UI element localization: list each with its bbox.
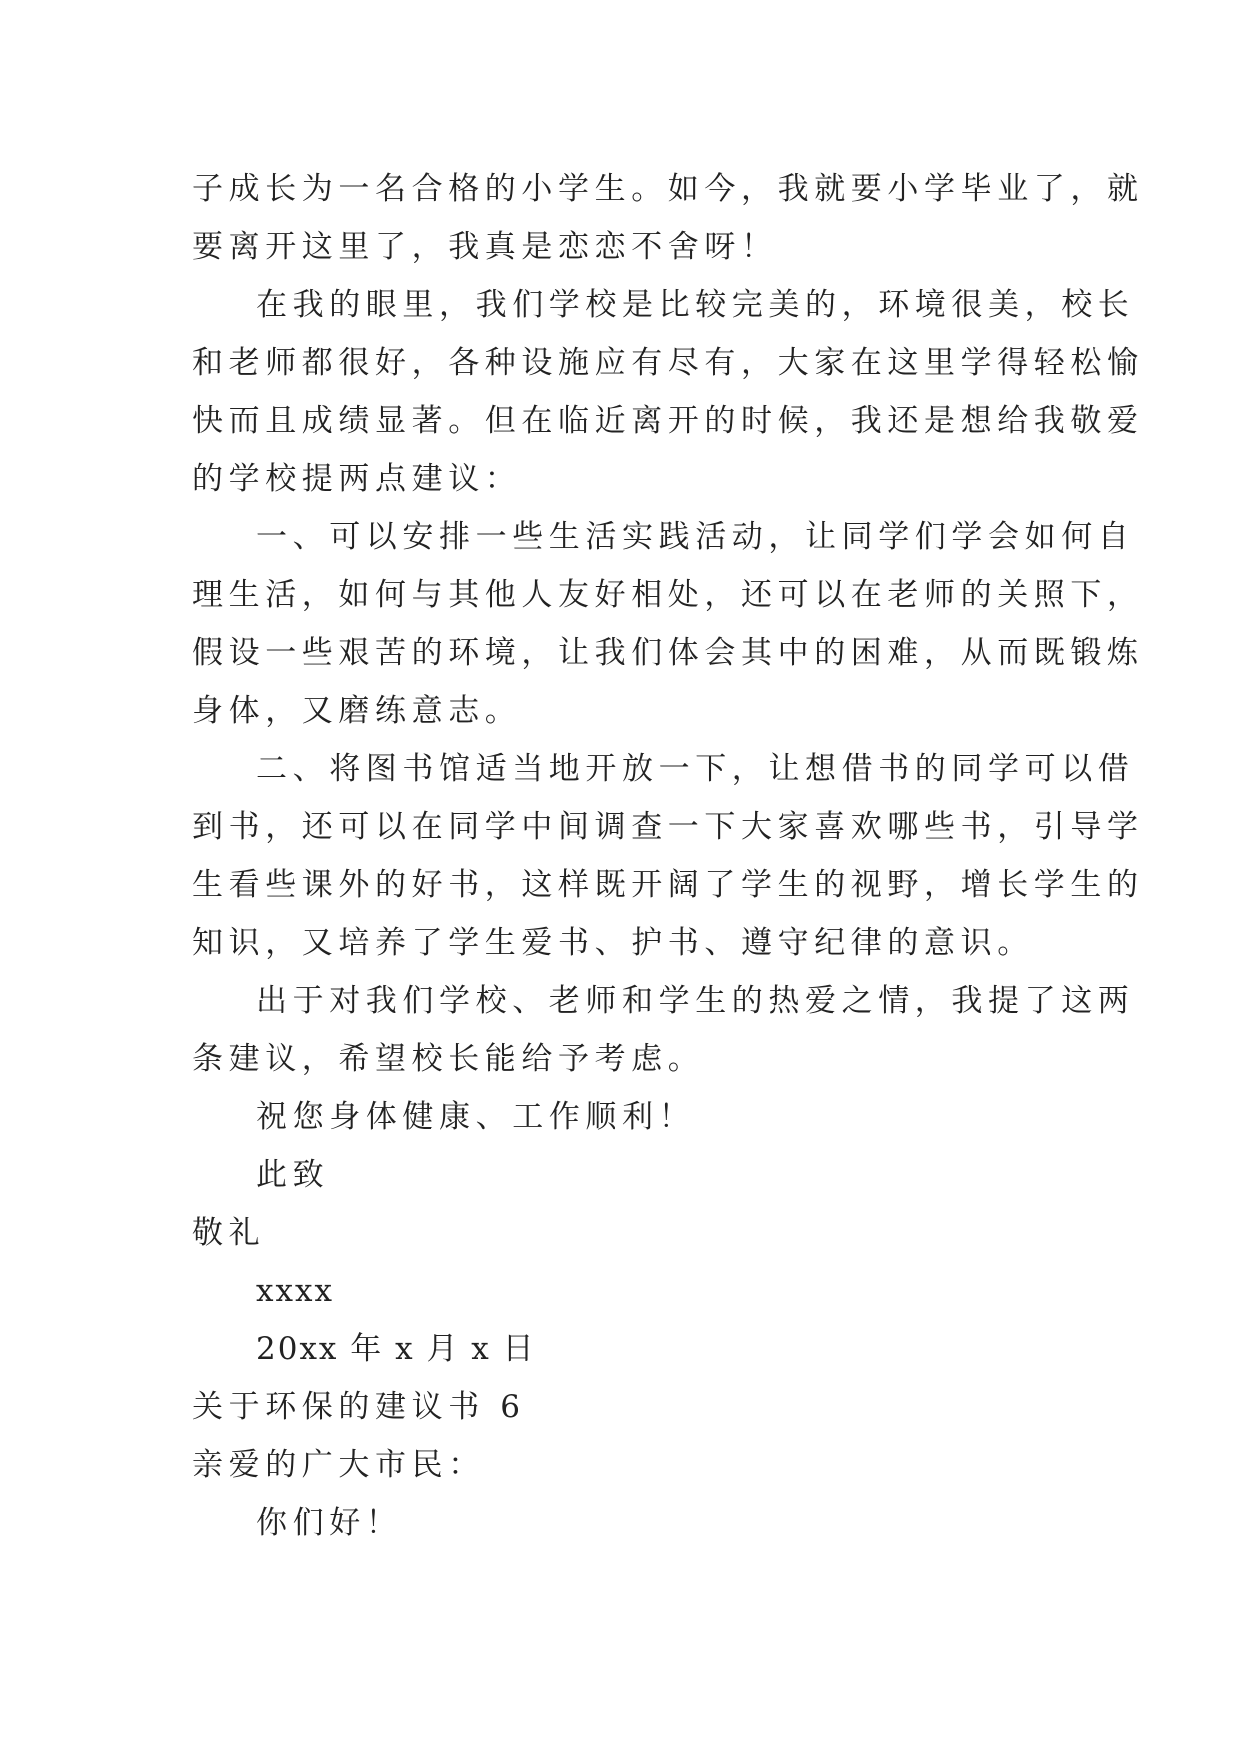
greeting-recipient: 亲爱的广大市民： (192, 1447, 485, 1483)
suggestion-2-line-3: 生看些课外的好书，这样既开阔了学生的视野，增长学生的 (192, 867, 1144, 903)
suggestion-1-line-4: 身体，又磨练意志。 (192, 693, 522, 729)
closing-line-2: 条建议，希望校长能给予考虑。 (192, 1041, 705, 1077)
wish-line: 祝您身体健康、工作顺利！ (256, 1099, 696, 1135)
suggestion-1-line-1: 一、可以安排一些生活实践活动，让同学们学会如何自 (256, 519, 1135, 555)
body-line-3: 在我的眼里，我们学校是比较完美的，环境很美，校长 (256, 287, 1135, 323)
salutation-jingli: 敬礼 (192, 1215, 266, 1251)
signature-date: 20xx 年 x 月 x 日 (256, 1331, 536, 1367)
suggestion-2-line-1: 二、将图书馆适当地开放一下，让想借书的同学可以借 (256, 751, 1135, 787)
closing-line-1: 出于对我们学校、老师和学生的热爱之情，我提了这两 (256, 983, 1135, 1019)
body-line-2: 要离开这里了，我真是恋恋不舍呀！ (192, 229, 778, 265)
body-line-1: 子成长为一名合格的小学生。如今，我就要小学毕业了，就 (192, 171, 1144, 207)
suggestion-1-line-3: 假设一些艰苦的环境，让我们体会其中的困难，从而既锻炼 (192, 635, 1144, 671)
body-line-4: 和老师都很好，各种设施应有尽有，大家在这里学得轻松愉 (192, 345, 1144, 381)
letter-body (192, 160, 1144, 1552)
suggestion-1-line-2: 理生活，如何与其他人友好相处，还可以在老师的关照下， (192, 577, 1144, 613)
section-title: 关于环保的建议书 6 (192, 1389, 526, 1425)
body-line-6: 的学校提两点建议： (192, 461, 522, 497)
salutation-cizhi: 此致 (256, 1157, 330, 1193)
greeting-hello: 你们好！ (256, 1505, 403, 1541)
body-line-5: 快而且成绩显著。但在临近离开的时候，我还是想给我敬爱 (192, 403, 1144, 439)
suggestion-2-line-4: 知识，又培养了学生爱书、护书、遵守纪律的意识。 (192, 925, 1034, 961)
signature-name: xxxx (256, 1273, 334, 1309)
suggestion-2-line-2: 到书，还可以在同学中间调查一下大家喜欢哪些书，引导学 (192, 809, 1144, 845)
